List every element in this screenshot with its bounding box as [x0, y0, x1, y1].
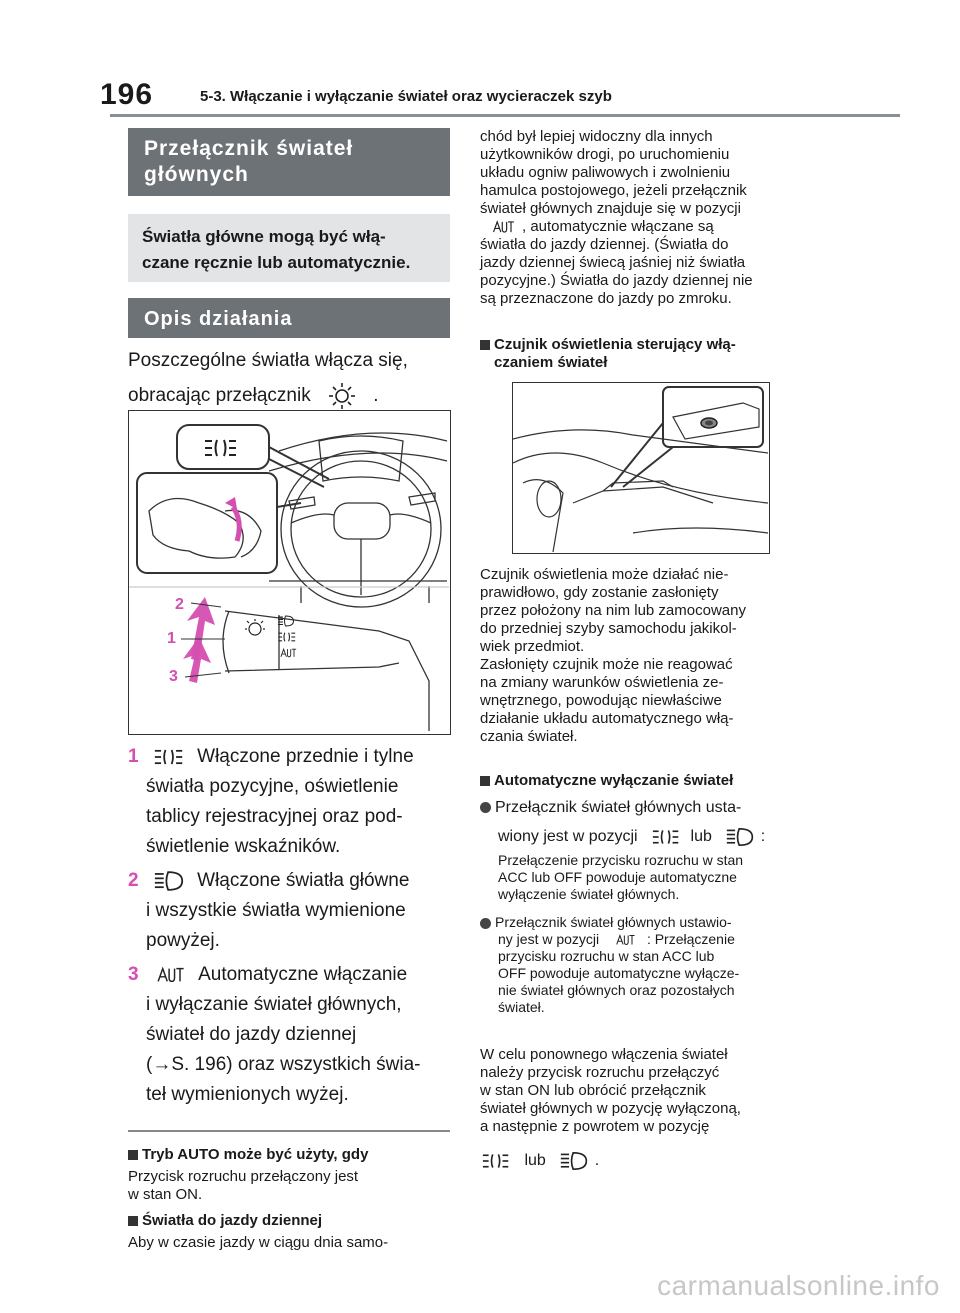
b1-detail-line: ACC lub OFF powoduje automatyczne [498, 869, 737, 885]
p1-line: układu ogniw paliwowych i zwolnieniu [480, 164, 731, 181]
watermark: carmanualsonline.info [657, 1270, 940, 1301]
bullet2-line2 [480, 931, 739, 948]
p2-line: czania świateł. [480, 728, 578, 745]
page-number: 196 [100, 78, 154, 111]
sensor-title-line2: czaniem świateł [494, 354, 608, 371]
p2-line: działanie układu automatycznego włą- [480, 710, 734, 727]
p3-line: w stan ON lub obrócić przełącznik [480, 1082, 706, 1099]
p3-lub: lub [524, 1152, 546, 1169]
parking-light-icon [482, 1152, 510, 1170]
b2-line: świateł. [498, 999, 545, 1015]
para1-line1: Poszczególne światła włącza się, [128, 350, 408, 371]
right-para3 [480, 1046, 741, 1136]
b2-line: nie świateł głównych oraz pozostałych [498, 982, 735, 998]
p2-line: do przedniej szyby samochodu jakikol- [480, 620, 737, 637]
chapter-title: 5-3. Włączanie i wyłączanie świateł oraz wycieraczek szyb [200, 88, 612, 105]
item3-line1 [128, 960, 407, 990]
subsection-title-bar [128, 298, 450, 338]
p1-after-icon: , automatycznie włączane są [522, 218, 714, 235]
b1-detail-line: wyłączenie świateł głównych. [498, 886, 680, 902]
p3-line: świateł głównych w pozycję wyłączoną, [480, 1100, 741, 1117]
header-rule [110, 114, 900, 117]
square-bullet-icon [128, 1216, 138, 1226]
note1-title [128, 1146, 368, 1164]
sensor-title [480, 336, 736, 372]
item1-line3: tablicy rejestracyjnej oraz pod- [146, 806, 403, 827]
item3-line4: (→S. 196) oraz wszystkich świa- [146, 1054, 421, 1075]
headlight-switch-figure [128, 410, 451, 735]
item1-line2: światła pozycyjne, oświetlenie [146, 776, 399, 797]
item3-line5: teł wymienionych wyżej. [146, 1084, 349, 1105]
item2-number: 2 [128, 870, 139, 891]
intro-line1: Światła główne mogą być włą- [142, 227, 386, 246]
round-bullet-icon [480, 802, 491, 813]
bullet1-text1: Przełącznik świateł głównych usta- [495, 799, 742, 816]
p2-line: wnętrznego, powodując niewłaściwe [480, 692, 722, 709]
para1-text: obracając przełącznik [128, 385, 311, 407]
p1-line: pozycyjne.) Światła do jazdy dziennej nie [480, 272, 753, 289]
p1-line: świateł głównych znajduje się w pozycji [480, 200, 741, 217]
p1-line: jazdy dziennej świecą jaśniej niż światła [480, 254, 746, 271]
subsection-title: Opis działania [144, 308, 293, 330]
item2-line2: i wszystkie światła wymienione [146, 900, 406, 921]
item2-line3: powyżej. [146, 930, 220, 951]
headlight-icon [154, 870, 184, 892]
item1-number: 1 [128, 746, 139, 767]
note2-line1: Aby w czasie jazdy w ciągu dnia samo- [128, 1234, 389, 1251]
parking-light-icon [154, 747, 184, 767]
headlight-icon [726, 827, 754, 847]
bullet2 [480, 914, 739, 1016]
square-bullet-icon [480, 340, 490, 350]
item1-line1 [128, 742, 414, 772]
p2-line: przez położony na nim lub zamocowany [480, 602, 746, 619]
section-title-bar [128, 128, 450, 196]
sensor-title-line1: Czujnik oświetlenia sterujący włą- [494, 336, 736, 353]
item2-line1 [128, 866, 409, 896]
light-sensor-illustration [513, 383, 768, 552]
bullet2-text2: ny jest w pozycji [498, 931, 600, 947]
p2-line: Zasłonięty czujnik może nie reagować [480, 656, 733, 673]
item3-text1: Automatyczne włączanie [198, 964, 408, 985]
bullet2-text1: Przełącznik świateł głównych ustawio- [495, 914, 732, 930]
intro-line2: czane ręcznie lub automatycznie. [142, 253, 411, 272]
item1-text1: Włączone przednie i tylne [197, 746, 414, 767]
item3-number: 3 [128, 964, 139, 985]
p2-line: wiek przedmiot. [480, 638, 585, 655]
right-para2 [480, 566, 810, 746]
note1-line1: Przycisk rozruchu przełączony jest [128, 1168, 359, 1185]
p1-line: są przeznaczone do jazdy po zmroku. [480, 290, 732, 307]
p3-line: a następnie z powrotem w pozycję [480, 1118, 710, 1135]
p3-end: . [594, 1152, 600, 1169]
p1-line-with-icon [480, 218, 810, 236]
p2-line: prawidłowo, gdy zostanie zasłonięty [480, 584, 719, 601]
figure-label-3: 3 [169, 668, 178, 685]
p1-line: użytkowników drogi, po uruchomieniu [480, 146, 730, 163]
p3-icons-line [480, 1150, 599, 1172]
round-bullet-icon [480, 918, 491, 929]
bullet1-detail [498, 852, 743, 903]
bullet2-text3: : Przełączenie [646, 931, 735, 947]
para1-period: . [373, 385, 379, 407]
auto-off-title-text: Automatyczne wyłączanie świateł [494, 772, 734, 789]
auto-off-title [480, 772, 733, 790]
note1-line2: w stan ON. [128, 1186, 203, 1203]
figure-label-1: 1 [167, 630, 176, 647]
item2-text1: Włączone światła główne [197, 870, 410, 891]
section-title-line2: głównych [144, 163, 249, 186]
item1-line4: świetlenie wskaźników. [146, 836, 341, 857]
square-bullet-icon [128, 1150, 138, 1160]
intro-box [128, 214, 450, 282]
parking-light-icon [652, 828, 680, 846]
right-para1 [480, 128, 810, 308]
auto-light-icon [488, 219, 518, 235]
p3-line: należy przycisk rozruchu przełączyć [480, 1064, 720, 1081]
item3-line2: i wyłączanie świateł głównych, [146, 994, 402, 1015]
bullet1-lub: lub [690, 828, 712, 845]
b2-line: OFF powoduje automatyczne wyłącze- [498, 965, 740, 981]
headlight-icon [560, 1151, 588, 1171]
p1-line: hamulca postojowego, jeżeli przełącznik [480, 182, 747, 199]
square-bullet-icon [480, 776, 490, 786]
figure-label-2: 2 [175, 596, 184, 613]
bullet1-colon: : [760, 828, 766, 845]
light-switch-icon [322, 380, 362, 412]
p1-line: chód był lepiej widoczny dla innych [480, 128, 713, 145]
note1-title-text: Tryb AUTO może być użyty, gdy [142, 1146, 369, 1163]
section-title-line1: Przełącznik świateł [144, 137, 354, 160]
auto-light-icon [611, 933, 639, 947]
headlight-switch-illustration [129, 411, 449, 733]
b1-detail-line: Przełączenie przycisku rozruchu w stan [498, 852, 744, 868]
bullet1-line1 [480, 798, 741, 818]
auto-light-icon [154, 965, 186, 985]
p3-line: W celu ponownego włączenia świateł [480, 1046, 728, 1063]
note2-title [128, 1212, 322, 1230]
para1-line2 [128, 380, 379, 412]
bullet1-line2 [498, 826, 765, 848]
b2-line: przycisku rozruchu w stan ACC lub [498, 948, 715, 964]
light-sensor-figure [512, 382, 770, 554]
p2-line: na zmiany warunków oświetlenia ze- [480, 674, 724, 691]
item3-line3: świateł do jazdy dziennej [146, 1024, 357, 1045]
p1-line: światła do jazdy dziennej. (Światła do [480, 236, 729, 253]
notes-divider [128, 1130, 450, 1132]
note2-title-text: Światła do jazdy dziennej [142, 1212, 323, 1229]
p2-line: Czujnik oświetlenia może działać nie- [480, 566, 729, 583]
bullet1-text2: wiony jest w pozycji [498, 828, 638, 845]
